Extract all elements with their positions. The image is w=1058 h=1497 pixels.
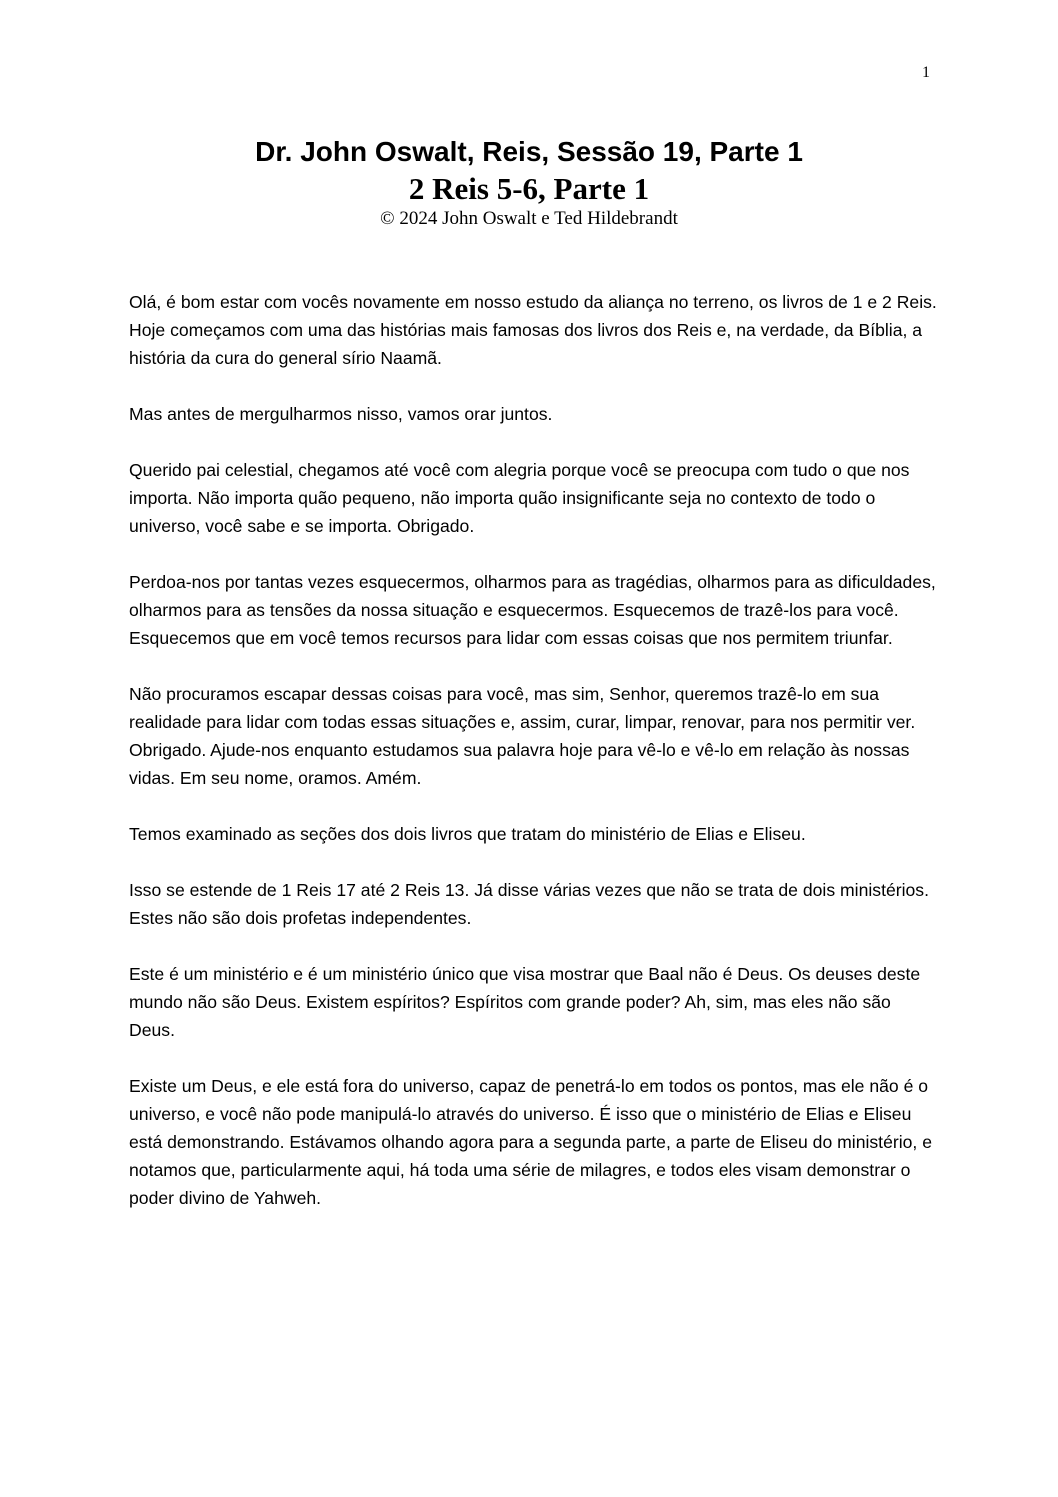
paragraph: Existe um Deus, e ele está fora do universo, capaz de penetrá-lo em todos os pontos, mas ele não é o universo, e você não pode manipulá-lo através do universo. É isso que o ministério de Elias e Eliseu está demonstrando. Estávamos olhando agora para a segunda parte, a parte de Eliseu do ministério, e notamos que, particularmente aqui, há toda uma série de milagres, e todos eles visam demonstrar o poder divino de Yahweh.	[129, 1076, 932, 1208]
paragraph: Não procuramos escapar dessas coisas para você, mas sim, Senhor, queremos trazê-lo em sua realidade para lidar com todas essas situações e, assim, curar, limpar, renovar, para nos permitir ver. Obrigado. Ajude-nos enquanto estudamos sua palavra hoje para vê-lo e vê-lo em relação às nossas vidas. Em seu nome, oramos. Amém.	[129, 684, 916, 788]
paragraph: Querido pai celestial, chegamos até você com alegria porque você se preocupa com tudo o que nos importa. Não importa quão pequeno, não importa quão insignificante seja no contexto de todo o universo, você sabe e se importa. Obrigado.	[129, 460, 910, 536]
paragraph: Isso se estende de 1 Reis 17 até 2 Reis 13. Já disse várias vezes que não se trata de dois ministérios. Estes não são dois profetas independentes.	[129, 880, 929, 928]
paragraph: Perdoa-nos por tantas vezes esquecermos, olharmos para as tragédias, olharmos para as dificuldades, olharmos para as tensões da nossa situação e esquecermos. Esquecemos de trazê-los para você. Esquecemos que em você temos recursos para lidar com essas coisas que nos permitem triunfar.	[129, 572, 936, 648]
document-subtitle: 2 Reis 5-6, Parte 1	[408, 171, 650, 206]
document-body	[129, 288, 939, 1240]
paragraph: Olá, é bom estar com vocês novamente em nosso estudo da aliança no terreno, os livros de 1 e 2 Reis. Hoje começamos com uma das histórias mais famosas dos livros dos Reis e, na verdade, da Bíblia, a história da cura do general sírio Naamã.	[129, 292, 937, 368]
page-number: 1	[922, 64, 930, 81]
document-header	[0, 134, 1058, 230]
paragraph: Mas antes de mergulharmos nisso, vamos orar juntos.	[129, 404, 553, 424]
document-title: Dr. John Oswalt, Reis, Sessão 19, Parte 1	[255, 136, 803, 167]
copyright-line: © 2024 John Oswalt e Ted Hildebrandt	[380, 208, 678, 229]
paragraph: Temos examinado as seções dos dois livros que tratam do ministério de Elias e Eliseu.	[129, 824, 806, 844]
paragraph: Este é um ministério e é um ministério único que visa mostrar que Baal não é Deus. Os deuses deste mundo não são Deus. Existem espíritos? Espíritos com grande poder? Ah, sim, mas eles não são Deus.	[129, 964, 921, 1040]
